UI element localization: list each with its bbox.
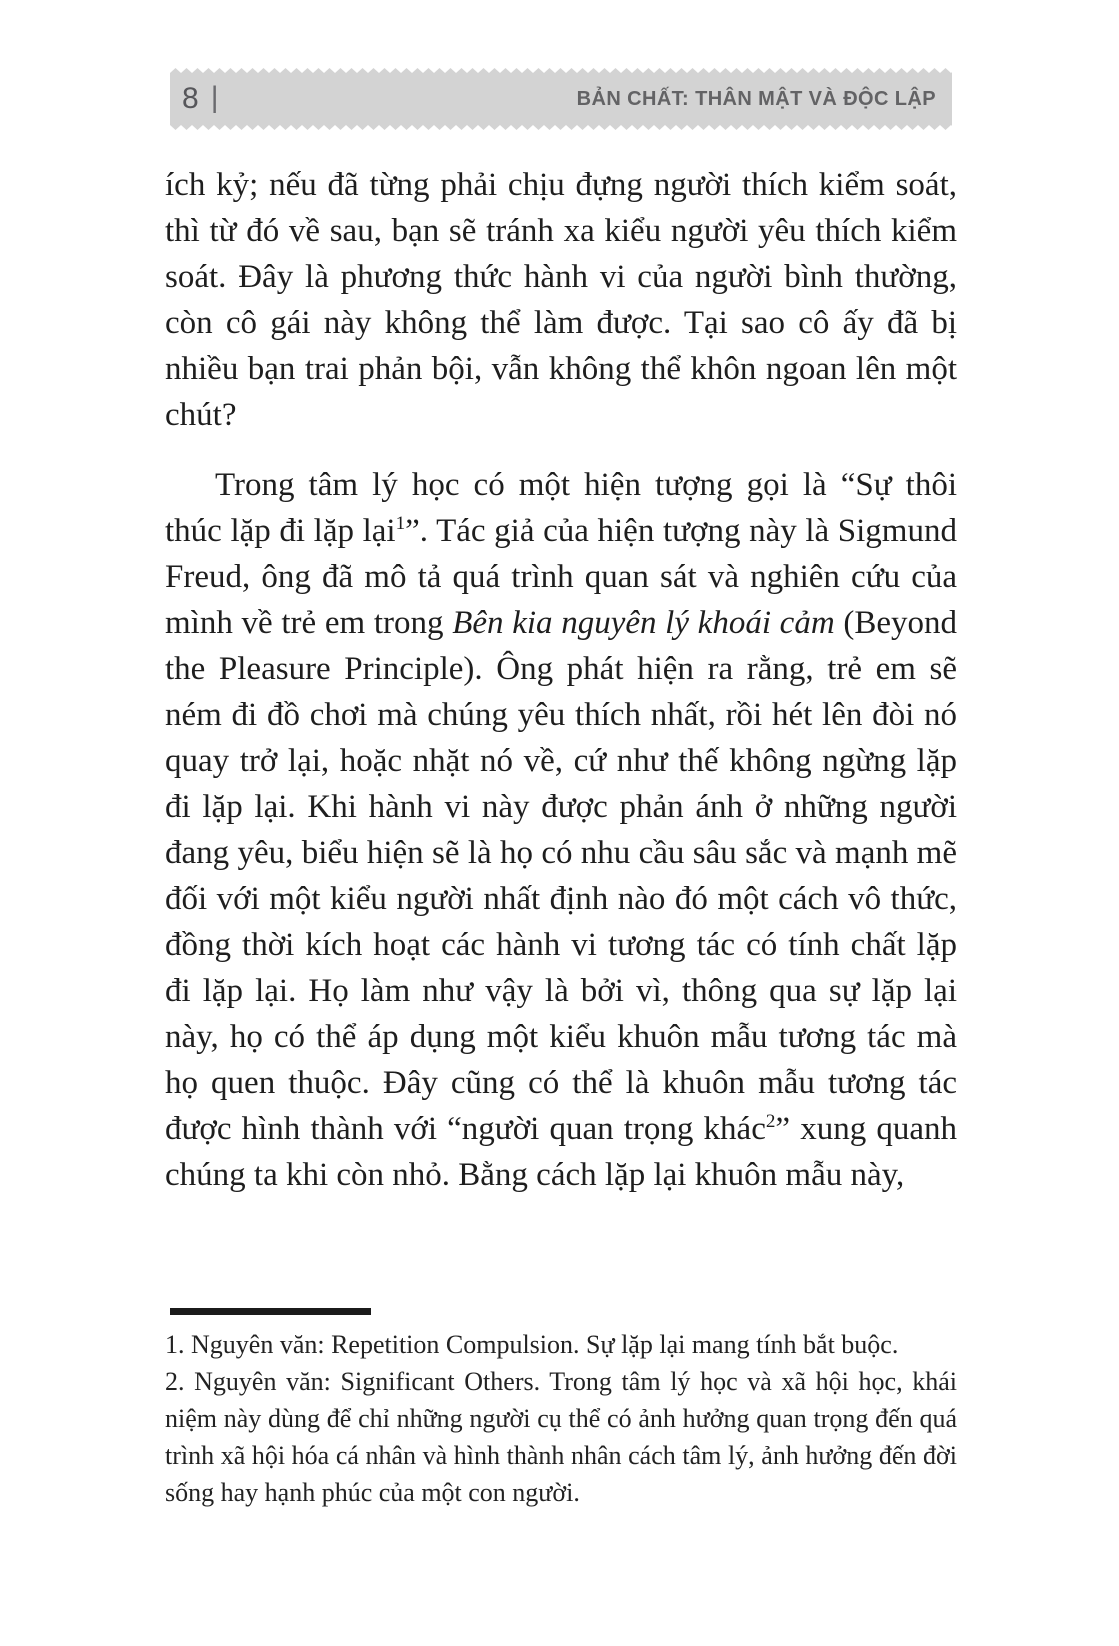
paragraph: Trong tâm lý học có một hiện tượng gọi là “Sự thôi thúc lặp đi lặp lại$^1$”. Tác giả của hiện tượng này là Sigmund Freud, ông đã mô tả quá trình quan sát và nghiên cứu của mình về trẻ em trong Bên kia nguyên lý khoái cảm (Beyond the Pleasure Principle). Ông phát hiện ra rằng, trẻ em sẽ ném đi đồ chơi mà chúng yêu thích nhất, rồi hét lên đòi nó quay trở lại, hoặc nhặt nó về, cứ như thế không ngừng lặp đi lặp lại. Khi hành vi này được phản ánh ở những người đang yêu, biểu hiện sẽ là họ có nhu cầu sâu sắc và mạnh mẽ đối với một kiểu người nhất định nào đó một cách vô thức, đồng thời kích hoạt các hành vi tương tác có tính chất lặp đi lặp lại. Họ làm như vậy là bởi vì, thông qua sự lặp lại này, họ có thể áp dụng một kiểu khuôn mẫu tương tác mà họ quen thuộc. Đây cũng có thể là khuôn mẫu tương tác được hình thành với “người quan trọng khác$^2$” xung quanh chúng ta khi còn nhỏ. Bằng cách lặp lại khuôn mẫu này, bbox=[165, 467, 958, 1193]
footnotes bbox=[165, 1326, 957, 1511]
paragraph: ích kỷ; nếu đã từng phải chịu đựng người thích kiểm soát, thì từ đó về sau, bạn sẽ tránh xa kiểu người yêu thích kiểm soát. Đây là phương thức hành vi của người bình thường, còn cô gái này không thể làm được. Tại sao cô ấy đã bị nhiều bạn trai phản bội, vẫn không thể khôn ngoan lên một chút? bbox=[165, 167, 957, 433]
running-title: BẢN CHẤT: THÂN MẬT VÀ ĐỘC LẬP bbox=[576, 87, 936, 110]
running-header bbox=[170, 73, 952, 125]
page-number-group bbox=[182, 82, 218, 116]
page-number-divider: | bbox=[210, 81, 219, 114]
zigzag-edge-bottom bbox=[170, 125, 952, 130]
zigzag-edge-top bbox=[170, 68, 952, 73]
footnote-separator-rule bbox=[170, 1308, 371, 1315]
footnote: 2. Nguyên văn: Significant Others. Trong tâm lý học và xã hội học, khái niệm này dùng để chỉ những người cụ thể có ảnh hưởng quan trọng đến quá trình xã hội hóa cá nhân và hình thành nhân cách tâm lý, ảnh hưởng đến đời sống hay hạnh phúc của một con người. bbox=[165, 1367, 957, 1507]
footnote: 1. Nguyên văn: Repetition Compulsion. Sự lặp lại mang tính bắt buộc. bbox=[165, 1330, 899, 1359]
page-number: 8 bbox=[182, 82, 199, 115]
body-text bbox=[165, 162, 957, 1198]
